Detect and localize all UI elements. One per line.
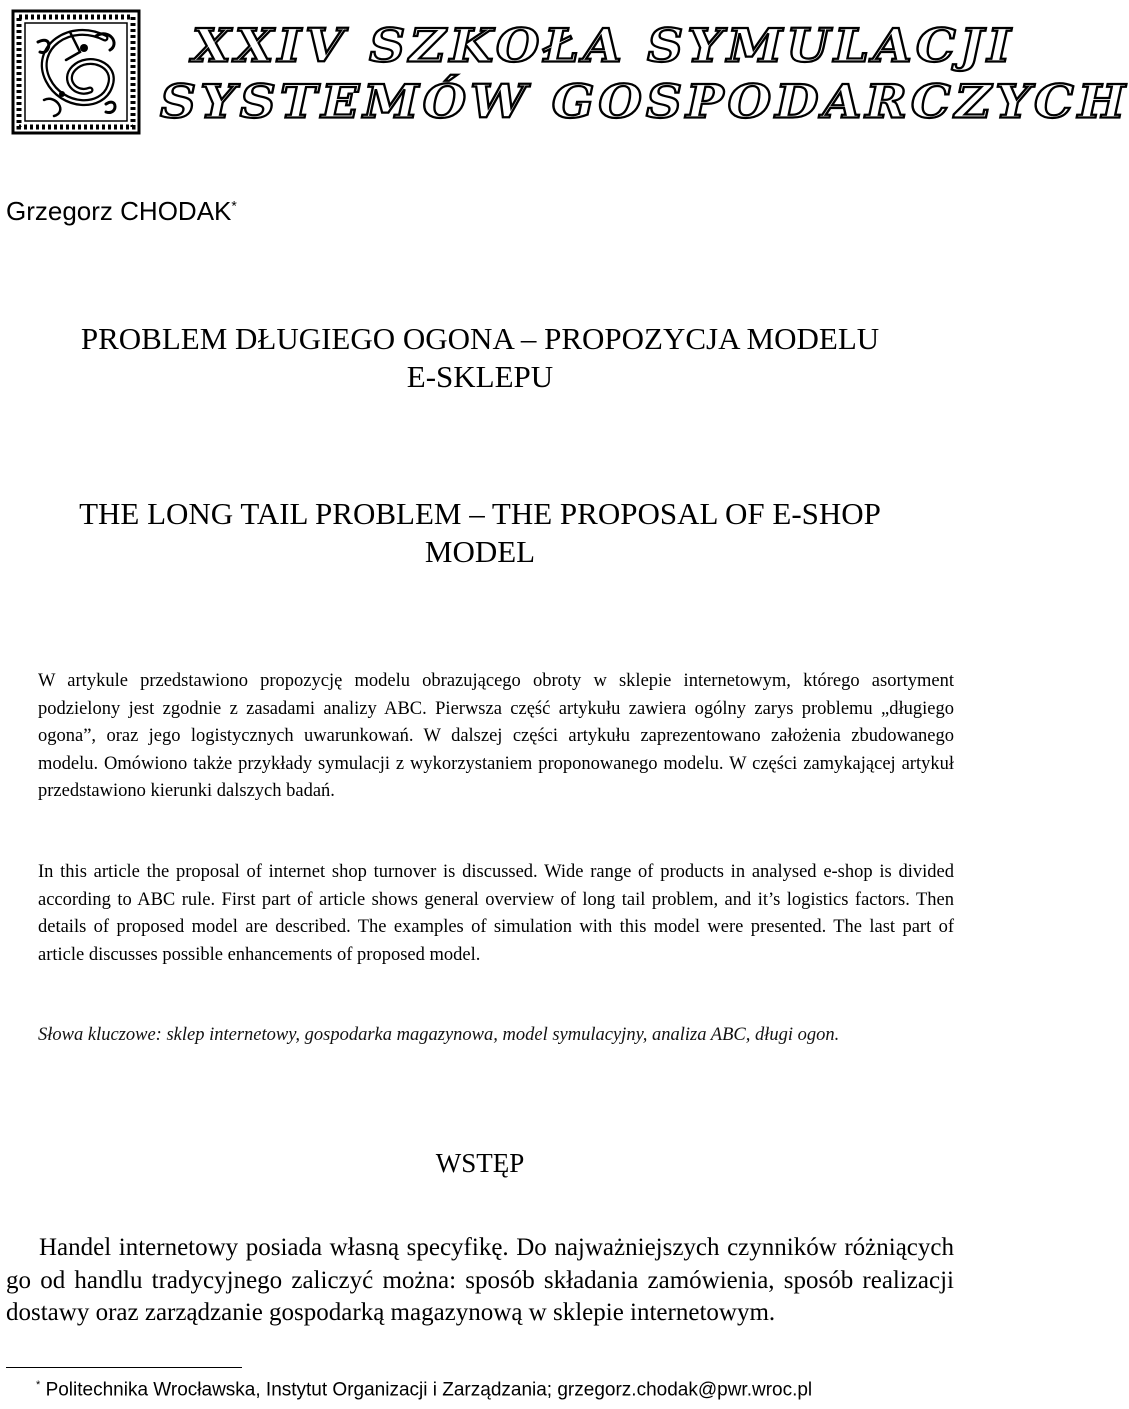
conference-header-line-1: XXIV SZKOŁA SYMULACJI — [192, 18, 1015, 73]
abstract-english: In this article the proposal of internet shop turnover is discussed. Wide range of products in analysed e-shop is divided according to ABC rule. First part of article shows general overview of long tail problem, and it’s logistics factors. Then details of proposed model are described. The examples of simulation with this model were presented. The last part of article discusses possible enhancements of proposed model. — [38, 862, 954, 965]
title-polish-line-1: PROBLEM DŁUGIEGO OGONA – PROPOZYCJA MODELU — [80, 321, 880, 356]
conference-logo — [10, 8, 142, 136]
footnote — [36, 1379, 812, 1401]
title-english-line-2: MODEL — [424, 534, 536, 569]
title-polish-line-2: E-SKLEPU — [406, 359, 554, 394]
author — [6, 196, 237, 227]
title-polish — [0, 320, 960, 396]
footnote-separator — [6, 1367, 242, 1368]
footnote-text: Politechnika Wrocławska, Instytut Organizacji i Zarządzania; grzegorz.chodak@pwr.wroc.pl — [45, 1379, 813, 1401]
body-paragraph-text: Handel internetowy posiada własną specyfikę. Do najważniejszych czynników różniących go od handlu tradycyjnego zaliczyć można: sposób składania zamówienia, sposób realizacji dostawy oraz zarządzanie gospodarką magazynową w sklepie internetowym. — [6, 1234, 954, 1326]
author-name: Grzegorz CHODAK — [6, 196, 232, 226]
conference-header-line-2: SYSTEMÓW GOSPODARCZYCH — [160, 74, 1129, 129]
section-heading: WSTĘP — [435, 1148, 525, 1178]
author-footnote-mark: * — [231, 197, 237, 214]
body-paragraph — [6, 1232, 954, 1330]
keywords: Słowa kluczowe: sklep internetowy, gospodarka magazynowa, model symulacyjny, analiza ABC, długi ogon. — [38, 1025, 840, 1045]
footnote-mark: * — [36, 1379, 41, 1391]
title-english-line-1: THE LONG TAIL PROBLEM – THE PROPOSAL OF E-SHOP — [79, 496, 881, 531]
title-english — [0, 495, 960, 571]
abstract-polish: W artykule przedstawiono propozycję modelu obrazującego obroty w sklepie internetowym, którego asortyment podzielony jest zgodnie z zasadami analizy ABC. Pierwsza część artykułu zawiera ogólny zarys problemu „długiego ogona”, oraz jego logistycznych uwarunkowań. W dalszej części artykułu zaprezentowano założenia zbudowanego modelu. Omówiono także przykłady symulacji z wykorzystaniem proponowanego modelu. W części zamykającej artykuł przedstawiono kierunki dalszych badań. — [38, 671, 954, 801]
